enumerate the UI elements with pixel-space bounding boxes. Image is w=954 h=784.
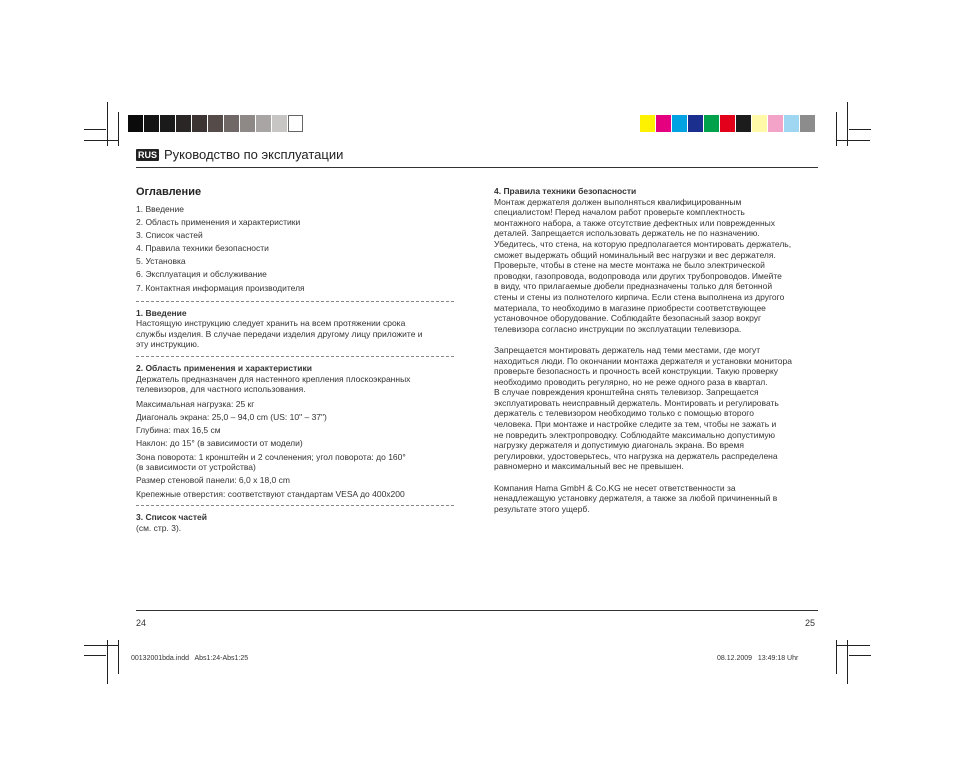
color-swatch [688,115,703,132]
crop-mark [847,640,848,684]
paragraph-gap [494,472,822,483]
spec-line: (в зависимости от устройства) [136,462,256,473]
crop-mark [84,655,106,656]
color-swatch [208,115,223,132]
section-title: 2. Область применения и характеристики [136,363,312,374]
crop-mark [118,112,119,146]
text-line: необходимо проводить регулярно, но не реже одного раза в квартал. [494,376,768,387]
color-swatch [272,115,287,132]
color-swatch [768,115,783,132]
text-line: телевизоров, для частного использования. [136,384,306,395]
color-swatch [640,115,655,132]
section-title: 4. Правила техники безопасности [494,186,637,196]
right-column [494,186,822,514]
page-number-right: 25 [805,618,816,628]
section-divider [136,356,454,357]
paragraph-gap [494,334,822,345]
toc-item: 2. Область применения и характеристики [136,217,301,228]
text-line: Держатель предназначен для настенного крепления плоскоэкранных [136,373,411,384]
color-swatch [160,115,175,132]
page-header [136,147,343,163]
color-swatch [672,115,687,132]
toc-list [136,203,454,295]
text-line: равномерно и максимальный вес не превышен. [494,461,684,472]
header-rule [136,167,818,168]
color-swatch [656,115,671,132]
section-parts-list [136,512,454,533]
color-swatch [800,115,815,132]
crop-mark [836,645,870,646]
spec-line: Зона поворота: 1 кронштейн и 2 сочленения; угол поворота: до 160° [136,451,406,462]
spec-line: Размер стеновой панели: 6,0 x 18,0 cm [136,475,290,486]
section-title: 3. Список частей [136,512,207,523]
text-line: В случае повреждения кронштейна снять телевизор. Запрещается [494,387,759,398]
safety-paragraph-1 [494,197,822,335]
spec-line: Крепежные отверстия: соответствуют стандартам VESA до 400x200 [136,488,405,499]
color-swatch [224,115,239,132]
crop-mark [107,640,108,684]
text-line: специалистом! Перед началом работ проверьте комплектность [494,207,745,218]
color-swatch [704,115,719,132]
crop-mark [84,140,118,141]
text-line: сможет выдержать общий номинальный вес нагрузки и вес держателя. [494,249,776,260]
text-line: (см. стр. 3). [136,522,182,533]
spec-line: Наклон: до 15° (в зависимости от модели) [136,438,303,449]
crop-mark [849,655,871,656]
print-timestamp: 08.12.2009 13:49:18 Uhr [717,655,799,662]
color-swatch [288,115,303,132]
text-line: монтажного набора, а также отсутствие дефектных или поврежденных [494,217,776,228]
section-divider [136,505,454,506]
text-line: не повредить электропроводку. Соблюдайте максимально допустимую [494,429,776,440]
gray-color-bar [128,115,304,132]
crop-mark [836,140,870,141]
text-line: деталей. Запрещается использовать держатель не по назначению. [494,228,760,239]
crop-mark [849,129,871,130]
toc-item: 6. Эксплуатация и обслуживание [136,269,267,280]
text-line: эту инструкцию. [136,339,200,350]
text-line: в виду, что прилагаемые дюбели предназначены только для бетонной [494,281,773,292]
text-line: нагрузку держателя и допустимую диагональ экрана. Во время [494,440,744,451]
left-column [136,186,454,533]
toc-item: 4. Правила техники безопасности [136,243,269,254]
page-title: Руководство по эксплуатации [164,147,344,162]
toc-item: 7. Контактная информация производителя [136,282,305,293]
text-line: Монтаж держателя должен выполняться квалифицированным [494,196,742,207]
text-line: держатель с телевизором необходимо только с помощью второго [494,408,754,419]
section-title: 1. Введение [136,307,187,318]
page-number-left: 24 [136,618,147,628]
color-swatch [128,115,143,132]
spec-line: Глубина: max 16,5 см [136,425,221,436]
toc-item: 3. Список частей [136,230,203,241]
color-swatch [736,115,751,132]
text-line: результате этого ущерб. [494,503,590,514]
toc-heading: Оглавление [136,186,202,198]
text-line: находиться люди. По окончании монтажа держателя и установки монитора [494,355,792,366]
crop-mark [118,640,119,674]
crop-mark [84,129,106,130]
text-line: Настоящую инструкцию следует хранить на всем протяжении срока [136,318,406,329]
color-swatch [752,115,767,132]
footer-rule [136,610,818,611]
language-badge: RUS [138,150,158,160]
text-line: Проверьте, чтобы в стене на месте монтажа не было электрической [494,260,765,271]
color-swatch [240,115,255,132]
spec-line: Диагональ экрана: 25,0 – 94,0 cm (US: 10" – 37") [136,412,327,422]
section-divider [136,301,454,302]
text-line: Компания Hama GmbH & Co.KG не несет ответственности за [494,482,736,493]
process-color-bar [640,115,816,132]
text-line: телевизора согласно инструкции по эксплуатации телевизора. [494,323,742,334]
text-line: Убедитесь, что стена, на которую предполагается монтировать держатель, [494,238,792,249]
color-swatch [720,115,735,132]
text-line: эксплуатировать неисправный держатель. Монтировать и регулировать [494,397,779,408]
color-swatch [144,115,159,132]
crop-mark [84,645,118,646]
text-line: регулировки, удостоверьтесь, что нагрузка на держатель распределена [494,450,778,461]
text-line: службы изделия. В случае передачи изделия другому лицу приложите и [136,328,423,339]
safety-paragraph-3 [494,483,822,515]
color-swatch [784,115,799,132]
text-line: ненадлежащую установку держателя, а также за любой причиненный в [494,493,778,504]
text-line: материала, то необходимо в магазине приобрести соответствующее [494,302,766,313]
toc-item: 5. Установка [136,256,186,267]
text-line: проводки, газопровода, водопровода или других трубопроводов. Имейте [494,270,782,281]
section-scope [136,363,454,499]
color-swatch [256,115,271,132]
text-line: Запрещается монтировать держатель над теми местами, где могут [494,344,761,355]
text-line: проверьте безопасность и прочность всей конструкции. Такую проверку [494,366,779,377]
file-info: 00132001bda.indd Abs1:24-Abs1:25 [131,655,249,662]
text-line: установочное оборудование. Соблюдайте безопасный зазор вокруг [494,313,762,324]
text-line: человека. При монтаже и настройке следите за тем, чтобы не зажать и [494,419,777,430]
toc-item: 1. Введение [136,204,184,214]
section-introduction [136,308,454,350]
color-swatch [192,115,207,132]
color-swatch [176,115,191,132]
safety-paragraph-2 [494,345,822,472]
spec-line: Максимальная нагрузка: 25 кг [136,398,255,409]
text-line: стены и стены из полнотелого кирпича. Если стена выполнена из другого [494,291,785,302]
